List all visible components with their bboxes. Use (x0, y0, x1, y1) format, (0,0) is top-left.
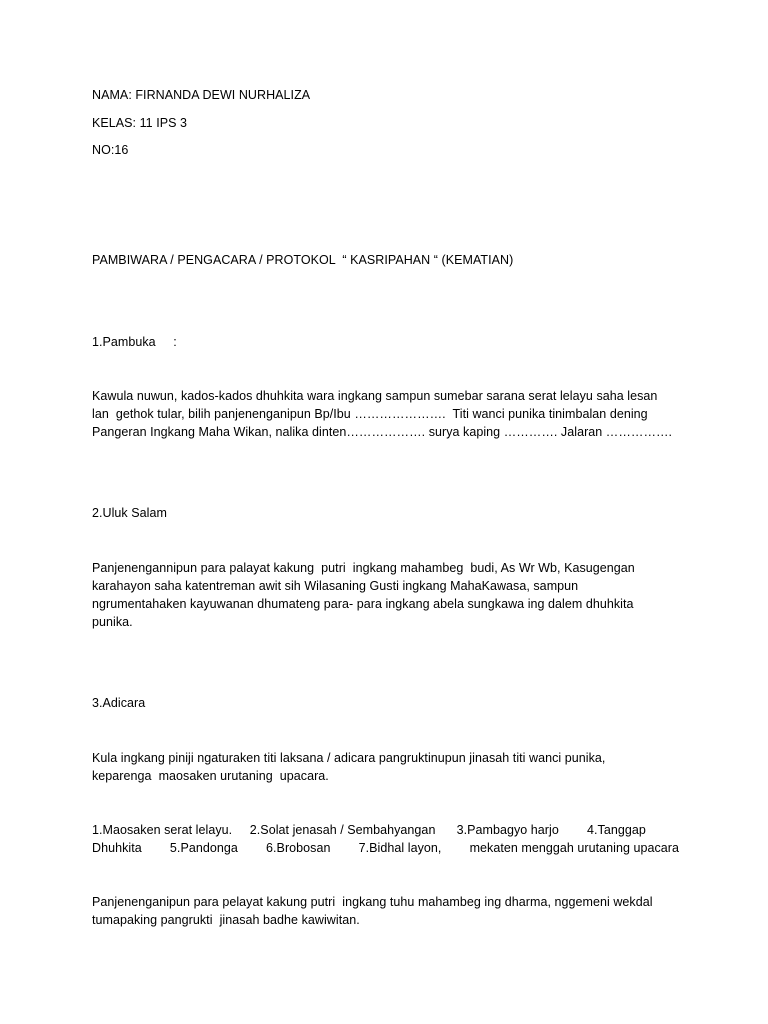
student-name-line: NAMA: FIRNANDA DEWI NURHALIZA (92, 88, 311, 102)
student-class-line: KELAS: 11 IPS 3 (92, 116, 188, 130)
paragraph-line: Panjenenganipun para pelayat kakung putri ingkang tuhu mahambeg ing dharma, nggemeni wekdal (92, 895, 653, 909)
paragraph-line: Kawula nuwun, kados-kados dhuhkita wara ingkang sampun sumebar sarana serat lelayu saha lesan (92, 389, 658, 403)
section-heading-adicara: 3.Adicara (92, 696, 146, 710)
paragraph-line: 1.Maosaken serat lelayu. 2.Solat jenasah / Sembahyangan 3.Pambagyo harjo 4.Tanggap (92, 823, 646, 837)
paragraph-line: Dhuhkita 5.Pandonga 6.Brobosan 7.Bidhal layon, mekaten menggah urutaning upacara (92, 841, 680, 855)
paragraph-line: Pangeran Ingkang Maha Wikan, nalika dinten………………. surya kaping …………. Jalaran ……………. (92, 425, 673, 439)
document-title: PAMBIWARA / PENGACARA / PROTOKOL “ KASRIPAHAN “ (KEMATIAN) (92, 253, 514, 267)
paragraph-line: tumapaking pangrukti jinasah badhe kawiwitan. (92, 913, 360, 927)
section-heading-pambuka: 1.Pambuka : (92, 335, 177, 349)
student-number-line: NO:16 (92, 143, 129, 157)
paragraph-line: lan gethok tular, bilih panjenenganipun Bp/Ibu …………………. Titi wanci punika tinimbalan dening (92, 407, 648, 421)
paragraph-line: Kula ingkang piniji ngaturaken titi laksana / adicara pangruktinupun jinasah titi wanci punika, (92, 751, 606, 765)
paragraph-line: keparenga maosaken urutaning upacara. (92, 769, 329, 783)
section-heading-uluk-salam: 2.Uluk Salam (92, 506, 167, 520)
paragraph-line: punika. (92, 615, 133, 629)
paragraph-line: karahayon saha katentreman awit sih Wilasaning Gusti ingkang MahaKawasa, sampun (92, 579, 579, 593)
paragraph-line: ngrumentahaken kayuwanan dhumateng para- para ingkang abela sungkawa ing dalem dhuhkita (92, 597, 634, 611)
paragraph-line: Panjenengannipun para palayat kakung putri ingkang mahambeg budi, As Wr Wb, Kasugengan (92, 561, 635, 575)
